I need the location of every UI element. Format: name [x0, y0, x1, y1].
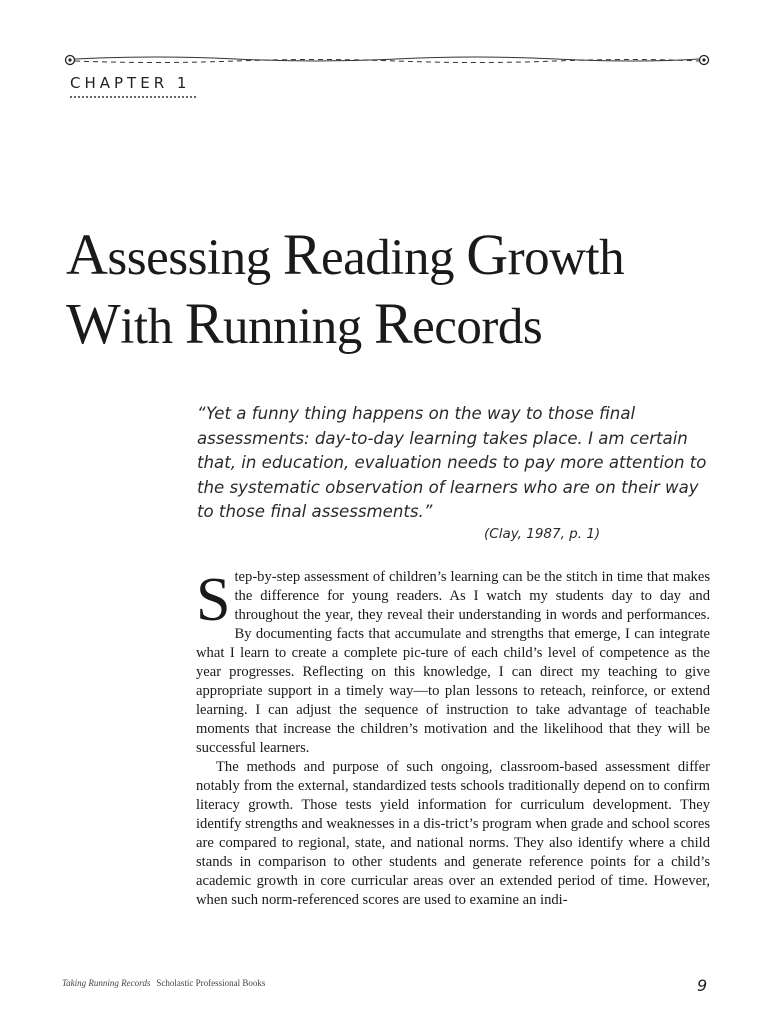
body-text [196, 568, 710, 910]
title-line-1: Assessing Reading Growth [66, 222, 625, 287]
footer-publisher: Scholastic Professional Books [156, 978, 266, 988]
page-number: 9 [697, 976, 708, 995]
body-paragraph-1: Step-by-step assessment of children’s learning can be the stitch in time that makes the difference for young readers. As I watch my students day to day and throughout the year, they reveal their understanding in words and performances. By documenting facts that accumulate and strengths that emerge, I can integrate what I learn to create a complete pic-ture of each child’s level of competence as the year progresses. Reflecting on this knowledge, I can direct my teaching to give appropriate support in a timely way—to plan lessons to reteach, reinforce, or extend learning. I can adjust the sequence of instruction to take advantage of teachable moments that increase the children’s motivation and the likelihood that they will be successful learners. [196, 566, 710, 756]
page-footer [62, 978, 265, 988]
drop-cap: S [196, 566, 231, 634]
epigraph-quote: “Yet a funny thing happens on the way to those final assessments: day-to-day learning takes place. I am certain that, in education, evaluation needs to pay more attention to the systematic observation of learners who are on their way to those final assessments.” [197, 404, 707, 521]
chapter-title [66, 222, 746, 360]
epigraph-citation: (Clay, 1987, p. 1) [484, 526, 601, 542]
body-paragraph-2: The methods and purpose of such ongoing, classroom-based assessment differ notably from the external, standardized tests schools traditionally depend on to confirm literacy growth. Those tests yield information for curriculum development. They identify strengths and weaknesses in a dis-trict’s program when grade and school scores are compared to regional, state, and national norms. They also identify where a child stands in comparison to other students and generate reference points for a child’s academic growth in core curricular areas over an extended period of time. However, when such norm-referenced scores are used to examine an indi- [196, 759, 710, 908]
chapter-dotted-rule [70, 96, 196, 98]
chapter-label: CHAPTER 1 [70, 74, 191, 92]
footer-book-title: Taking Running Records [62, 978, 151, 988]
title-line-2: With Running Records [66, 291, 543, 356]
decorative-stitch-border [56, 50, 716, 70]
